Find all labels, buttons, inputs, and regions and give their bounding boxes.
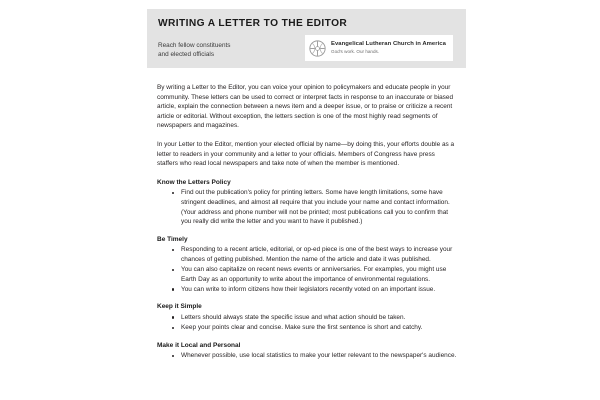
intro-paragraph-2: In your Letter to the Editor, mention your elected official by name—by doing this, your efforts double as a letter to readers in your community and a letter to your officials. Members of Congress have press staffers who read local newspapers and take note of when the member is mentioned.	[157, 140, 455, 168]
organization-logo-text	[331, 42, 446, 55]
section-keep-it-simple	[157, 302, 457, 332]
organization-logo-block	[305, 35, 453, 61]
document-body	[157, 83, 457, 369]
section-heading: Make it Local and Personal	[157, 341, 241, 349]
list-item-text: You can write to inform citizens how their legislators recently voted on an important issue.	[181, 285, 436, 293]
section-bullet-list	[157, 351, 457, 361]
list-item	[157, 245, 457, 264]
bullet-dot-icon	[172, 288, 174, 290]
list-item	[157, 313, 457, 323]
list-item-text: Find out the publication's policy for printing letters. Some have length limitations, some have stringent deadlines, and almost all require that you include your name and contact information. (Your address and phone number will not be printed; most publications call you to confirm that you really did write the letter and you want to have it published.)	[181, 189, 450, 226]
organization-tagline: God's work. Our hands.	[331, 48, 380, 54]
section-bullet-list	[157, 313, 457, 333]
section-heading: Be Timely	[157, 235, 188, 243]
page-subtitle	[158, 41, 308, 59]
bullet-dot-icon	[172, 192, 174, 194]
bullet-dot-icon	[172, 355, 174, 357]
bullet-dot-icon	[172, 249, 174, 251]
bullet-dot-icon	[172, 316, 174, 318]
section-be-timely	[157, 235, 457, 295]
document-header-banner	[147, 9, 466, 68]
list-item	[157, 188, 457, 226]
section-heading: Keep it Simple	[157, 303, 202, 311]
section-know-the-letters-policy	[157, 178, 457, 227]
list-item-text: You can also capitalize on recent news events or anniversaries. For examples, you might use Earth Day as an opportunity to write about the importance of environmental regulations.	[181, 266, 447, 283]
section-make-it-local-and-personal	[157, 341, 457, 361]
list-item	[157, 285, 457, 295]
list-item-text: Whenever possible, use local statistics to make your letter relevant to the newspaper's audience.	[181, 352, 457, 360]
elca-cross-circle-logo-icon	[309, 40, 326, 57]
page-title: WRITING A LETTER TO THE EDITOR	[158, 18, 348, 29]
list-item	[157, 265, 457, 284]
list-item-text: Letters should always state the specific issue and what action should be taken.	[181, 313, 406, 321]
section-bullet-list	[157, 245, 457, 294]
list-item-text: Keep your points clear and concise. Make sure the first sentence is short and catchy.	[181, 323, 423, 331]
bullet-dot-icon	[172, 269, 174, 271]
list-item	[157, 323, 457, 333]
bullet-dot-icon	[172, 327, 174, 329]
section-heading: Know the Letters Policy	[157, 178, 231, 186]
section-bullet-list	[157, 188, 457, 226]
organization-name: Evangelical Lutheran Church in America	[331, 40, 446, 47]
page-subtitle-line-1: Reach fellow constituents	[158, 42, 231, 49]
intro-paragraph-1: By writing a Letter to the Editor, you can voice your opinion to policymakers and educate people in your community. These letters can be used to correct or interpret facts in response to an inaccurate or biased article, explain the connection between a news item and a deeper issue, or to praise or criticize a recent article or editorial. Without exception, the letters section is one of the most highly read segments of newspapers and magazines.	[157, 84, 454, 130]
list-item-text: Responding to a recent article, editorial, or op-ed piece is one of the best ways to increase your chances of getting published. Mention the name of the article and date it was published.	[181, 246, 453, 263]
page-subtitle-line-2: and elected officials	[158, 51, 215, 59]
list-item	[157, 351, 457, 361]
